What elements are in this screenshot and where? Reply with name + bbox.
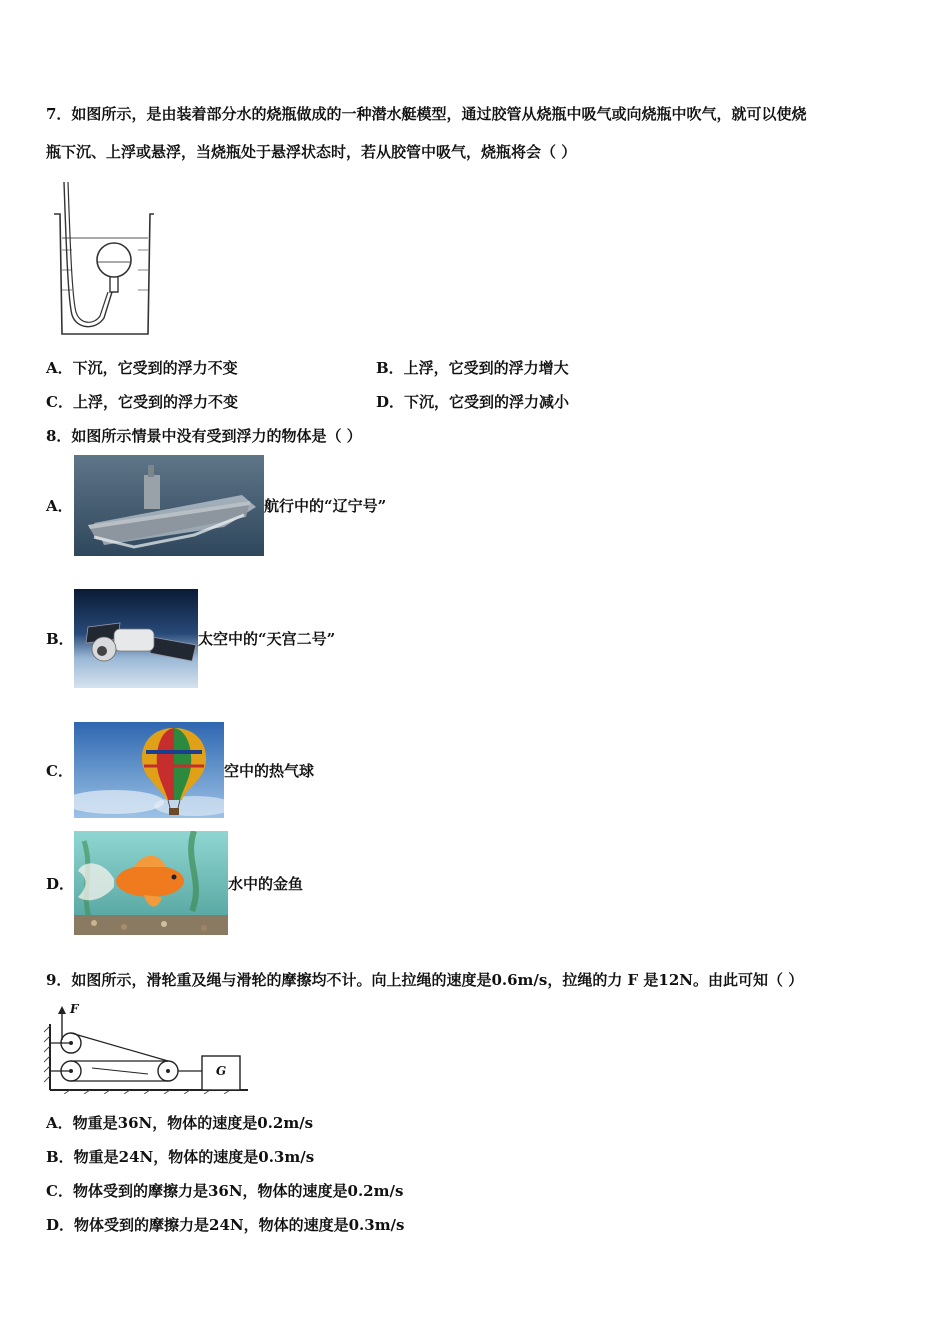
q8-option-c-caption: 空中的热气球 bbox=[224, 761, 315, 780]
space-station-image bbox=[74, 589, 198, 688]
q9-pulley-diagram bbox=[44, 1002, 254, 1094]
q7-option-c: C．上浮，它受到的浮力不变 bbox=[46, 393, 238, 411]
q8-option-d bbox=[46, 831, 303, 935]
q8-option-b-letter: B． bbox=[46, 630, 74, 648]
hot-air-balloon-image bbox=[74, 722, 224, 818]
q8-option-a bbox=[46, 455, 386, 556]
force-label-f: F bbox=[70, 1002, 79, 1016]
q7-option-d: D．下沉，它受到的浮力减小 bbox=[376, 393, 570, 411]
q8-option-a-letter: A． bbox=[46, 497, 73, 515]
block-label-g: G bbox=[216, 1064, 227, 1078]
q8-option-a-caption: 航行中的“辽宁号” bbox=[264, 497, 387, 515]
q7-option-b: B．上浮，它受到的浮力增大 bbox=[376, 359, 569, 377]
q8-option-d-caption: 水中的金鱼 bbox=[228, 874, 304, 893]
q9-option-b: B．物重是24N，物体的速度是0.3m/s bbox=[46, 1148, 315, 1166]
q8-stem: 8．如图所示情景中没有受到浮力的物体是（ ） bbox=[46, 427, 362, 445]
q8-option-c-letter: C． bbox=[46, 761, 73, 780]
aircraft-carrier-image bbox=[74, 455, 264, 556]
q9-stem: 9．如图所示，滑轮重及绳与滑轮的摩擦均不计。向上拉绳的速度是0.6m/s，拉绳的力 F 是12N。由此可知（ ） bbox=[46, 971, 804, 989]
q8-option-b-caption: 太空中的“天宫二号” bbox=[198, 630, 336, 648]
q9-option-d: D．物体受到的摩擦力是24N，物体的速度是0.3m/s bbox=[46, 1216, 405, 1234]
q9-option-a: A．物重是36N，物体的速度是0.2m/s bbox=[46, 1114, 314, 1132]
q7-stem-line2: 瓶下沉、上浮或悬浮，当烧瓶处于悬浮状态时，若从胶管中吸气，烧瓶将会（ ） bbox=[46, 143, 577, 161]
q7-flask-diagram bbox=[52, 180, 157, 340]
q8-option-b bbox=[46, 589, 335, 688]
q9-option-c: C．物体受到的摩擦力是36N，物体的速度是0.2m/s bbox=[46, 1182, 404, 1200]
q8-option-d-letter: D． bbox=[46, 874, 75, 893]
goldfish-image bbox=[74, 831, 228, 935]
q7-option-a: A．下沉，它受到的浮力不变 bbox=[46, 359, 238, 377]
q7-stem-line1: 7．如图所示，是由装着部分水的烧瓶做成的一种潜水艇模型，通过胶管从烧瓶中吸气或向烧瓶中吹气，就可以使烧 bbox=[46, 105, 807, 123]
q8-option-c bbox=[46, 722, 314, 818]
